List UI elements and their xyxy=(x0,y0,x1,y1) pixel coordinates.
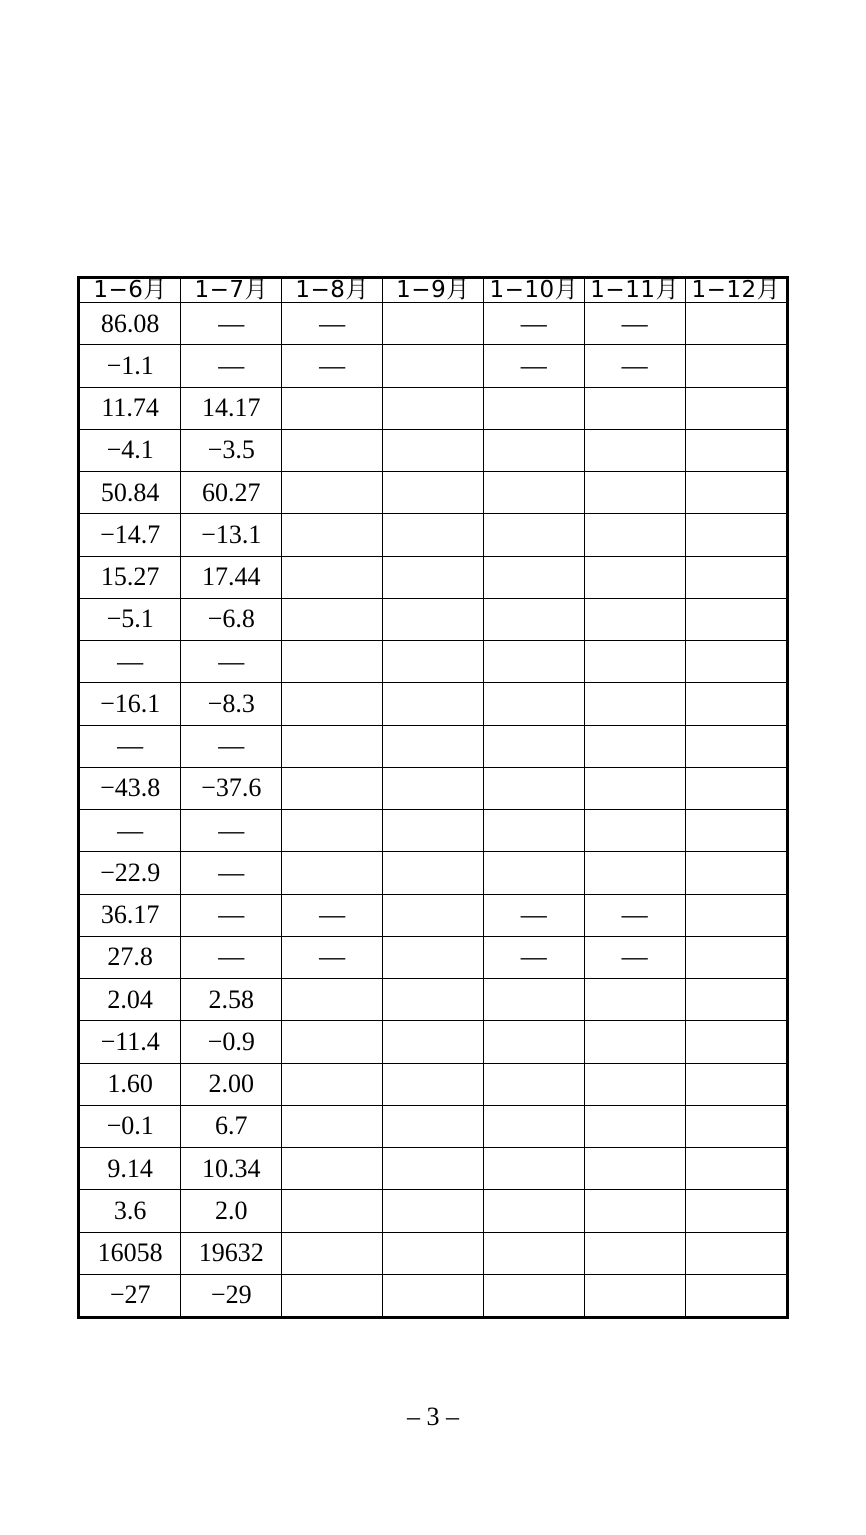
table-cell: 27.8 xyxy=(80,936,181,978)
table-cell: −37.6 xyxy=(181,767,282,809)
table-cell xyxy=(584,1063,685,1105)
table-cell xyxy=(483,556,584,598)
table-cell: 17.44 xyxy=(181,556,282,598)
table-cell xyxy=(685,979,786,1021)
table-cell xyxy=(584,472,685,514)
table-cell xyxy=(483,1148,584,1190)
table-row xyxy=(80,852,786,894)
table-row xyxy=(80,1148,786,1190)
table-cell: — xyxy=(584,936,685,978)
table-cell xyxy=(685,810,786,852)
table-cell xyxy=(483,472,584,514)
table-cell: −0.9 xyxy=(181,1021,282,1063)
table-cell xyxy=(584,429,685,471)
table-cell: 2.58 xyxy=(181,979,282,1021)
table-cell: — xyxy=(80,641,181,683)
table-row xyxy=(80,429,786,471)
table-cell xyxy=(584,767,685,809)
table-cell xyxy=(383,1232,484,1274)
table-cell: −4.1 xyxy=(80,429,181,471)
table-cell xyxy=(483,1105,584,1147)
table-cell: −3.5 xyxy=(181,429,282,471)
table-cell xyxy=(685,725,786,767)
table-cell xyxy=(383,852,484,894)
table-row xyxy=(80,1105,786,1147)
table-cell xyxy=(685,345,786,387)
table-cell xyxy=(383,1190,484,1232)
table-row xyxy=(80,345,786,387)
page-number: – 3 – xyxy=(407,1402,459,1431)
table-cell xyxy=(584,1105,685,1147)
table-cell xyxy=(685,767,786,809)
table-cell xyxy=(483,429,584,471)
column-header: 1−7月 xyxy=(181,279,282,303)
table-cell: — xyxy=(282,894,383,936)
table-cell xyxy=(282,852,383,894)
table-cell: — xyxy=(181,345,282,387)
table-cell xyxy=(483,683,584,725)
table-row xyxy=(80,683,786,725)
monthly-data-table xyxy=(80,279,786,1316)
table-cell: — xyxy=(181,641,282,683)
table-cell xyxy=(685,1232,786,1274)
table-row xyxy=(80,556,786,598)
table-cell: 1.60 xyxy=(80,1063,181,1105)
column-header: 1−9月 xyxy=(383,279,484,303)
table-cell xyxy=(282,1148,383,1190)
table-cell: — xyxy=(483,345,584,387)
table-cell xyxy=(584,683,685,725)
table-cell xyxy=(685,936,786,978)
table-cell: — xyxy=(181,725,282,767)
table-header-row xyxy=(80,279,786,303)
table-cell xyxy=(483,1190,584,1232)
table-row xyxy=(80,514,786,556)
table-cell xyxy=(282,598,383,640)
table-cell: −5.1 xyxy=(80,598,181,640)
table-cell xyxy=(584,725,685,767)
table-cell xyxy=(282,767,383,809)
table-cell: — xyxy=(584,303,685,345)
table-cell: 11.74 xyxy=(80,387,181,429)
table-cell: −43.8 xyxy=(80,767,181,809)
table-row xyxy=(80,303,786,345)
table-cell xyxy=(584,979,685,1021)
table-cell xyxy=(383,556,484,598)
table-row xyxy=(80,810,786,852)
table-cell: — xyxy=(483,936,584,978)
table-cell xyxy=(584,387,685,429)
column-header: 1−8月 xyxy=(282,279,383,303)
table-body xyxy=(80,303,786,1317)
column-header: 1−11月 xyxy=(584,279,685,303)
table-cell xyxy=(483,725,584,767)
table-cell xyxy=(584,1021,685,1063)
table-cell: 15.27 xyxy=(80,556,181,598)
table-row xyxy=(80,725,786,767)
table-cell: −27 xyxy=(80,1274,181,1316)
table-cell: −14.7 xyxy=(80,514,181,556)
table-cell xyxy=(685,1148,786,1190)
table-cell xyxy=(383,514,484,556)
table-cell xyxy=(282,683,383,725)
table-cell xyxy=(483,514,584,556)
table-row xyxy=(80,641,786,683)
table-row xyxy=(80,1063,786,1105)
table-cell xyxy=(383,1274,484,1316)
table-cell: — xyxy=(181,894,282,936)
table-cell xyxy=(383,303,484,345)
table-cell xyxy=(584,598,685,640)
table-cell: 60.27 xyxy=(181,472,282,514)
table-cell: −6.8 xyxy=(181,598,282,640)
table-cell: — xyxy=(80,725,181,767)
table-cell: — xyxy=(181,852,282,894)
table-cell xyxy=(383,767,484,809)
table-cell: −0.1 xyxy=(80,1105,181,1147)
table-cell: — xyxy=(181,936,282,978)
table-cell xyxy=(483,1232,584,1274)
table-cell xyxy=(383,429,484,471)
table-cell xyxy=(685,598,786,640)
table-cell: — xyxy=(282,345,383,387)
table-cell xyxy=(282,472,383,514)
table-cell: — xyxy=(282,936,383,978)
table-cell: 2.00 xyxy=(181,1063,282,1105)
table-cell: — xyxy=(483,303,584,345)
table-cell: 36.17 xyxy=(80,894,181,936)
table-cell xyxy=(282,641,383,683)
table-row xyxy=(80,1021,786,1063)
table-row xyxy=(80,472,786,514)
column-header: 1−6月 xyxy=(80,279,181,303)
table-cell: — xyxy=(282,303,383,345)
table-cell xyxy=(685,1105,786,1147)
table-cell xyxy=(685,1063,786,1105)
table-cell xyxy=(584,1232,685,1274)
table-cell xyxy=(483,1063,584,1105)
data-table-container xyxy=(77,276,789,1319)
table-cell: −13.1 xyxy=(181,514,282,556)
table-row xyxy=(80,387,786,429)
table-cell xyxy=(282,387,383,429)
table-row xyxy=(80,894,786,936)
table-cell xyxy=(685,852,786,894)
table-cell xyxy=(685,303,786,345)
table-cell: 50.84 xyxy=(80,472,181,514)
table-cell xyxy=(685,683,786,725)
table-cell: — xyxy=(483,894,584,936)
table-cell xyxy=(383,598,484,640)
table-cell xyxy=(584,852,685,894)
table-cell xyxy=(584,810,685,852)
table-cell xyxy=(483,767,584,809)
table-cell xyxy=(383,725,484,767)
table-cell xyxy=(282,810,383,852)
table-cell xyxy=(483,979,584,1021)
table-cell xyxy=(282,429,383,471)
table-cell xyxy=(383,979,484,1021)
table-cell xyxy=(282,1063,383,1105)
table-cell xyxy=(685,556,786,598)
table-cell xyxy=(584,1274,685,1316)
table-cell: — xyxy=(80,810,181,852)
table-row xyxy=(80,979,786,1021)
table-cell xyxy=(282,556,383,598)
table-cell xyxy=(685,894,786,936)
table-cell xyxy=(584,514,685,556)
table-cell: 9.14 xyxy=(80,1148,181,1190)
table-cell: 19632 xyxy=(181,1232,282,1274)
table-row xyxy=(80,1274,786,1316)
table-row xyxy=(80,1232,786,1274)
table-row xyxy=(80,1190,786,1232)
table-cell: −22.9 xyxy=(80,852,181,894)
table-cell: — xyxy=(584,894,685,936)
table-cell xyxy=(383,387,484,429)
table-cell: — xyxy=(181,810,282,852)
table-cell: 6.7 xyxy=(181,1105,282,1147)
table-cell xyxy=(584,1190,685,1232)
table-cell xyxy=(383,810,484,852)
column-header: 1−10月 xyxy=(483,279,584,303)
table-cell xyxy=(685,387,786,429)
table-cell xyxy=(685,472,786,514)
column-header: 1−12月 xyxy=(685,279,786,303)
table-cell: — xyxy=(584,345,685,387)
table-cell xyxy=(685,429,786,471)
table-cell xyxy=(282,1232,383,1274)
table-cell xyxy=(383,683,484,725)
table-cell xyxy=(282,1274,383,1316)
table-cell xyxy=(483,1274,584,1316)
table-cell xyxy=(584,556,685,598)
table-cell: 2.0 xyxy=(181,1190,282,1232)
table-cell xyxy=(282,979,383,1021)
table-cell: 2.04 xyxy=(80,979,181,1021)
table-cell: — xyxy=(181,303,282,345)
table-cell xyxy=(584,641,685,683)
table-cell xyxy=(383,641,484,683)
table-cell: 3.6 xyxy=(80,1190,181,1232)
table-cell: 16058 xyxy=(80,1232,181,1274)
table-cell xyxy=(483,852,584,894)
table-cell xyxy=(383,936,484,978)
table-cell xyxy=(584,1148,685,1190)
table-cell xyxy=(383,472,484,514)
table-cell xyxy=(483,1021,584,1063)
table-cell: −16.1 xyxy=(80,683,181,725)
table-cell: −1.1 xyxy=(80,345,181,387)
table-cell xyxy=(282,1021,383,1063)
table-cell xyxy=(383,1148,484,1190)
table-cell xyxy=(383,345,484,387)
table-cell xyxy=(383,894,484,936)
table-cell xyxy=(282,514,383,556)
table-cell: −8.3 xyxy=(181,683,282,725)
table-cell xyxy=(282,1105,383,1147)
table-cell xyxy=(383,1105,484,1147)
table-cell xyxy=(483,387,584,429)
table-cell: −29 xyxy=(181,1274,282,1316)
table-cell: −11.4 xyxy=(80,1021,181,1063)
table-cell xyxy=(685,641,786,683)
table-cell: 86.08 xyxy=(80,303,181,345)
table-cell xyxy=(685,1190,786,1232)
table-cell: 10.34 xyxy=(181,1148,282,1190)
table-cell xyxy=(483,641,584,683)
table-row xyxy=(80,767,786,809)
table-row xyxy=(80,598,786,640)
table-cell: 14.17 xyxy=(181,387,282,429)
table-cell xyxy=(282,1190,383,1232)
table-cell xyxy=(483,810,584,852)
table-cell xyxy=(685,1021,786,1063)
table-cell xyxy=(483,598,584,640)
table-row xyxy=(80,936,786,978)
table-cell xyxy=(282,725,383,767)
table-cell xyxy=(685,514,786,556)
table-cell xyxy=(383,1063,484,1105)
table-cell xyxy=(383,1021,484,1063)
table-cell xyxy=(685,1274,786,1316)
